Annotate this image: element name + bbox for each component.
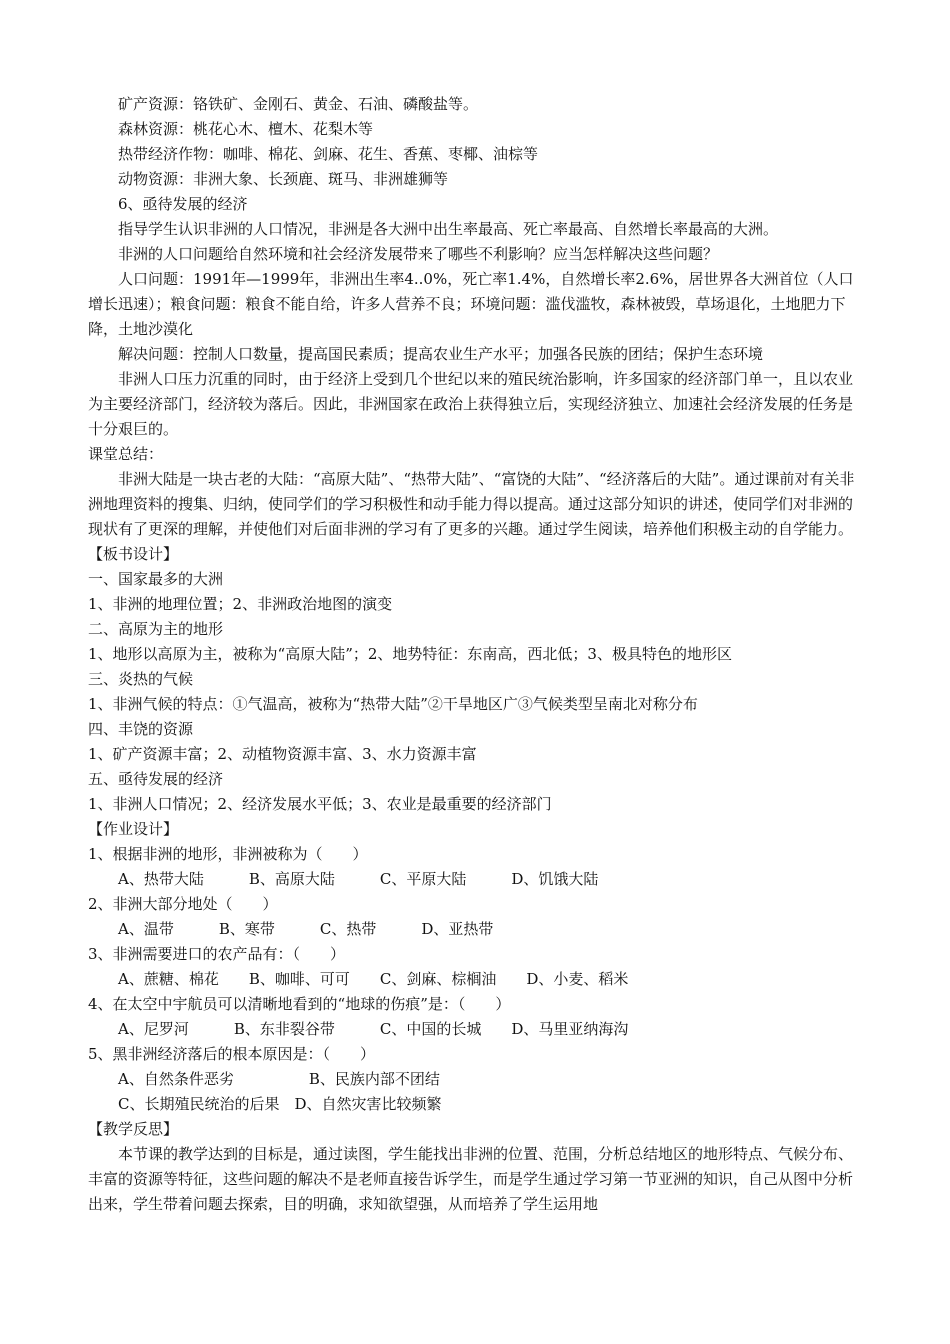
board-line: 五、亟待发展的经济 (88, 770, 224, 788)
question-4-options: A、尼罗河 B、东非裂谷带 C、中国的长城 D、马里亚纳海沟 (118, 1020, 629, 1038)
board-line: 1、非洲的地理位置；2、非洲政治地图的演变 (88, 595, 393, 613)
board-line: 四、丰饶的资源 (88, 720, 194, 738)
reflection-text: 本节课的教学达到的目标是，通过读图，学生能找出非洲的位置、范围，分析总结地区的地形特点、气候分布、丰富的资源等特征，这些问题的解决不是老师直接告诉学生，而是学生通过学习第一节亚洲的知识，自己从图中分析出来，学生带着问题去探索，目的明确，求知欲望强，从而培养了学生运用地 (88, 1145, 854, 1213)
question-2: 2、非洲大部分地处（ ） (88, 895, 278, 913)
question-5: 5、黑非洲经济落后的根本原因是：（ ） (88, 1045, 376, 1063)
paragraph: 指导学生认识非洲的人口情况，非洲是各大洲中出生率最高、死亡率最高、自然增长率最高的大洲。 (118, 220, 779, 238)
question-5-options-cd: C、长期殖民统治的后果 D、自然灾害比较频繁 (118, 1095, 442, 1113)
paragraph: 非洲人口压力沉重的同时，由于经济上受到几个世纪以来的殖民统治影响，许多国家的经济部门单一，且以农业为主要经济部门，经济较为落后。因此，非洲国家在政治上获得独立后，实现经济独立、加速社会经济发展的任务是十分艰巨的。 (88, 370, 854, 438)
forest-resources: 森林资源：桃花心木、檀木、花梨木等 (118, 120, 374, 138)
paragraph: 人口问题：1991年—1999年，非洲出生率4..0%，死亡率1.4%，自然增长率2.6%，居世界各大洲首位（人口增长迅速）；粮食问题：粮食不能自给，许多人营养不良；环境问题：滥伐滥牧，森林被毁，草场退化，土地肥力下降，土地沙漠化 (88, 270, 854, 338)
board-design-heading: 【板书设计】 (88, 545, 179, 563)
question-4: 4、在太空中宇航员可以清晰地看到的“地球的伤痕”是：（ ） (88, 995, 511, 1013)
summary-heading: 课堂总结： (88, 445, 164, 463)
question-3-options: A、蔗糖、棉花 B、咖啡、可可 C、剑麻、棕榈油 D、小麦、稻米 (118, 970, 629, 988)
board-line: 1、非洲气候的特点：①气温高，被称为“热带大陆”②干旱地区广③气候类型呈南北对称分布 (88, 695, 698, 713)
question-5-options-ab: A、自然条件恶劣 B、民族内部不团结 (118, 1070, 440, 1088)
question-2-options: A、温带 B、寒带 C、热带 D、亚热带 (118, 920, 494, 938)
question-1: 1、根据非洲的地形，非洲被称为（ ） (88, 845, 368, 863)
board-line: 1、非洲人口情况；2、经济发展水平低；3、农业是最重要的经济部门 (88, 795, 552, 813)
board-line: 1、地形以高原为主，被称为“高原大陆”；2、地势特征：东南高，西北低；3、极具特色的地形区 (88, 645, 732, 663)
paragraph: 非洲的人口问题给自然环境和社会经济发展带来了哪些不利影响？应当怎样解决这些问题？ (118, 245, 719, 263)
board-line: 三、炎热的气候 (88, 670, 194, 688)
animal-resources: 动物资源：非洲大象、长颈鹿、斑马、非洲雄狮等 (118, 170, 449, 188)
question-1-options: A、热带大陆 B、高原大陆 C、平原大陆 D、饥饿大陆 (118, 870, 599, 888)
question-3: 3、非洲需要进口的农产品有：（ ） (88, 945, 346, 963)
homework-heading: 【作业设计】 (88, 820, 179, 838)
tropical-crops: 热带经济作物：咖啡、棉花、剑麻、花生、香蕉、枣椰、油棕等 (118, 145, 539, 163)
reflection-heading: 【教学反思】 (88, 1120, 179, 1138)
board-line: 1、矿产资源丰富；2、动植物资源丰富、3、水力资源丰富 (88, 745, 477, 763)
board-line: 二、高原为主的地形 (88, 620, 224, 638)
mineral-resources: 矿产资源：铬铁矿、金刚石、黄金、石油、磷酸盐等。 (118, 95, 479, 113)
board-line: 一、国家最多的大洲 (88, 570, 224, 588)
summary-text: 非洲大陆是一块古老的大陆：“高原大陆”、“热带大陆”、“富饶的大陆”、“经济落后的大陆”。通过课前对有关非洲地理资料的搜集、归纳，使同学们的学习积极性和动手能力得以提高。通过这部分知识的讲述，使同学们对非洲的现状有了更深的理解，并使他们对后面非洲的学习有了更多的兴趣。通过学生阅读，培养他们积极主动的自学能力。 (88, 470, 855, 538)
document-page (88, 92, 860, 1217)
paragraph: 解决问题：控制人口数量，提高国民素质；提高农业生产水平；加强各民族的团结；保护生态环境 (118, 345, 764, 363)
section-heading-economy: 6、亟待发展的经济 (118, 195, 248, 213)
